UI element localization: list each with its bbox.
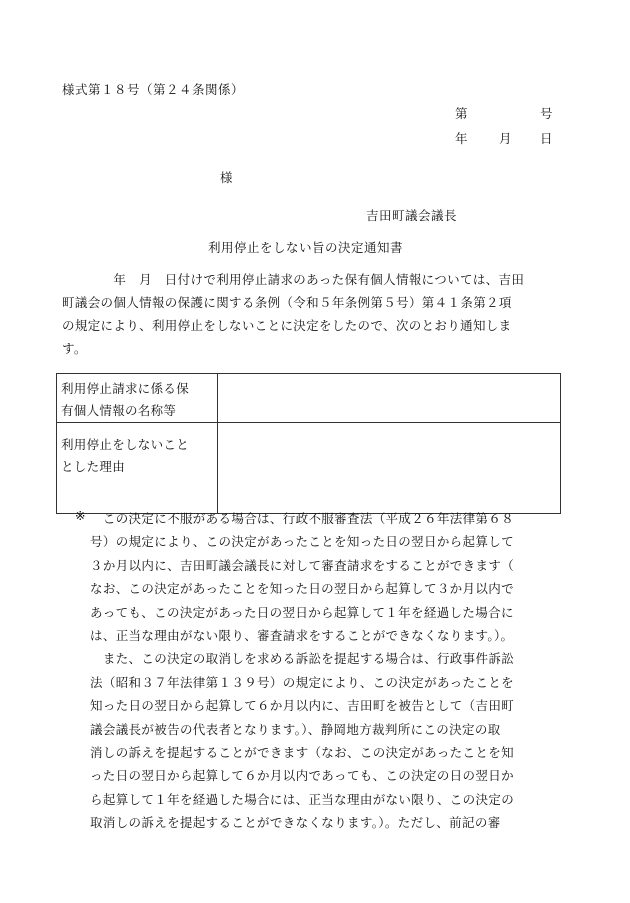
table-row-label-text: 利用停止請求に係る保 有個人情報の名称等 bbox=[61, 381, 190, 418]
note-indent bbox=[90, 511, 103, 526]
number-label-go: 号 bbox=[540, 106, 553, 121]
table-row bbox=[57, 374, 561, 423]
table-row-label bbox=[57, 374, 218, 423]
body-paragraph: 年 月 日付けで利用停止請求のあった保有個人情報については、吉田 町議会の個人情報の保護に関する条例（令和５年条例第５号）第４１条第２項 の規定により、利用停止をしないことに決定をしたので、次のとおり通知しま す。 bbox=[62, 272, 525, 356]
note-mark: ※ bbox=[75, 508, 86, 523]
date-year-label: 年 bbox=[455, 131, 468, 146]
document-title: 利用停止をしない旨の決定通知書 bbox=[208, 240, 404, 255]
table-row bbox=[57, 423, 561, 514]
table-row-label bbox=[57, 423, 218, 514]
sender-title: 吉田町議会議長 bbox=[366, 208, 458, 223]
note-paragraph-1: この決定に不服がある場合は、行政不服審査法（平成２６年法律第６８ 号）の規定により、この決定があったことを知った日の翌日から起算して ３か月以内に、吉田町議会議長に対して審査請求をすることができます（ なお、この決定があったことを知った日の翌日から起算して３か月以内で あっても、この決定があった日の翌日から起算して１年を経過した場合に は、正当な理由がない限り、審査請求をすることができなくなります。）。 bbox=[90, 511, 515, 644]
date-month-label: 月 bbox=[499, 131, 512, 146]
table-row-value bbox=[218, 423, 561, 514]
form-number: 様式第１８号（第２４条関係） bbox=[62, 82, 245, 97]
table-row-value bbox=[218, 374, 561, 423]
number-label-dai: 第 bbox=[455, 106, 468, 121]
info-table bbox=[56, 373, 561, 514]
date-day-label: 日 bbox=[540, 131, 553, 146]
table-row-label-text: 利用停止をしないこと とした理由 bbox=[61, 437, 190, 474]
addressee-suffix: 様 bbox=[220, 170, 233, 185]
note-text bbox=[90, 507, 578, 835]
note-paragraph-2: また、この決定の取消しを求める訴訟を提起する場合は、行政事件訴訟 法（昭和３７年法律第１３９号）の規定により、この決定があったことを 知った日の翌日から起算して６か月以内に、吉田町を被告として（吉田町 議会議長が被告の代表者となります。）、静岡地方裁判所にこの決定の取 消しの訴えを提起することができます（なお、この決定があったことを知 った日の翌日から起算して６か月以内であっても、この決定の日の翌日か ら起算して１年を経過した場合には、正当な理由がない限り、この決定の 取消しの訴えを提起することができなくなります。）。ただし、前記の審 bbox=[90, 651, 515, 831]
